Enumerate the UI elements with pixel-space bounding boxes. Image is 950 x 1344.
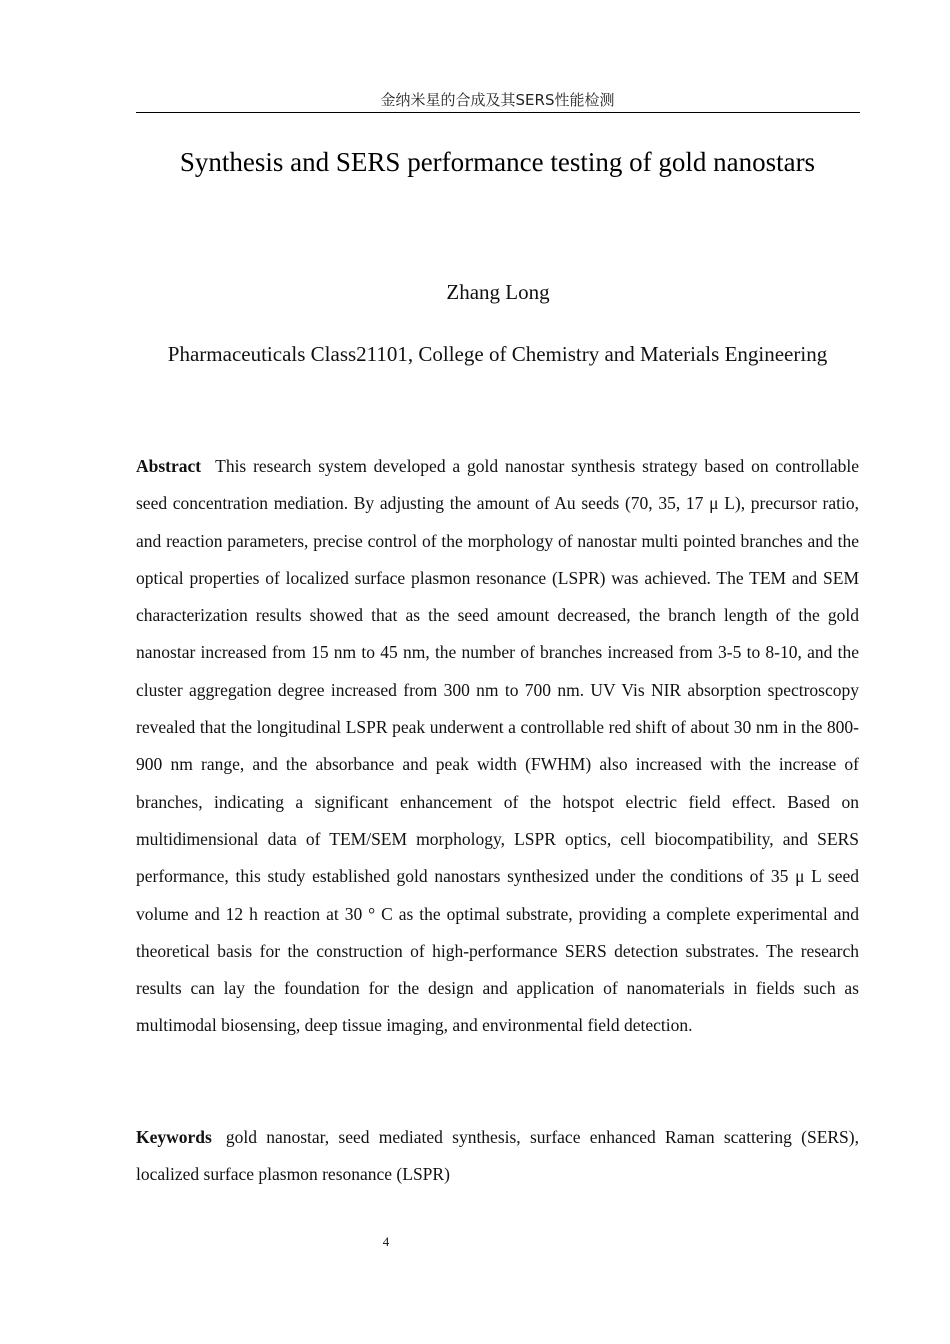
abstract-text: This research system developed a gold nanostar synthesis strategy based on controllable seed concentration mediation. By adjusting the amount of Au seeds (70, 35, 17 μ L), precursor ratio, and reaction parameters, precise control of the morphology of nanostar multi pointed branches and the optical properties of localized surface plasmon resonance (LSPR) was achieved. The TEM and SEM characterization results showed that as the seed amount decreased, the branch length of the gold nanostar increased from 15 nm to 45 nm, the number of branches increased from 3-5 to 8-10, and the cluster aggregation degree increased from 300 nm to 700 nm. UV Vis NIR absorption spectroscopy revealed that the longitudinal LSPR peak underwent a controllable red shift of about 30 nm in the 800-900 nm range, and the absorbance and peak width (FWHM) also increased with the increase of branches, indicating a significant enhancement of the hotspot electric field effect. Based on multidimensional data of TEM/SEM morphology, LSPR optics, cell biocompatibility, and SERS performance, this study established gold nanostars synthesized under the conditions of 35 μ L seed volume and 12 h reaction at 30 ° C as the optimal substrate, providing a complete experimental and theoretical basis for the construction of high-performance SERS detection substrates. The research results can lay the foundation for the design and application of nanomaterials in fields such as multimodal biosensing, deep tissue imaging, and environmental field detection.: [136, 456, 859, 1036]
header-rule: [136, 112, 860, 113]
abstract-label: Abstract: [136, 456, 202, 476]
keywords-label: Keywords: [136, 1127, 212, 1147]
running-header: 金纳米星的合成及其SERS性能检测: [380, 91, 615, 109]
paper-title: Synthesis and SERS performance testing of gold nanostars: [179, 147, 816, 177]
author-name: Zhang Long: [446, 280, 550, 304]
author-affiliation: Pharmaceuticals Class21101, College of Chemistry and Materials Engineering: [167, 342, 828, 366]
keywords-paragraph: [136, 1119, 859, 1194]
abstract-paragraph: [136, 448, 859, 1045]
keywords-text: gold nanostar, seed mediated synthesis, surface enhanced Raman scattering (SERS), localized surface plasmon resonance (LSPR): [136, 1127, 859, 1185]
page-number: 4: [382, 1234, 390, 1249]
